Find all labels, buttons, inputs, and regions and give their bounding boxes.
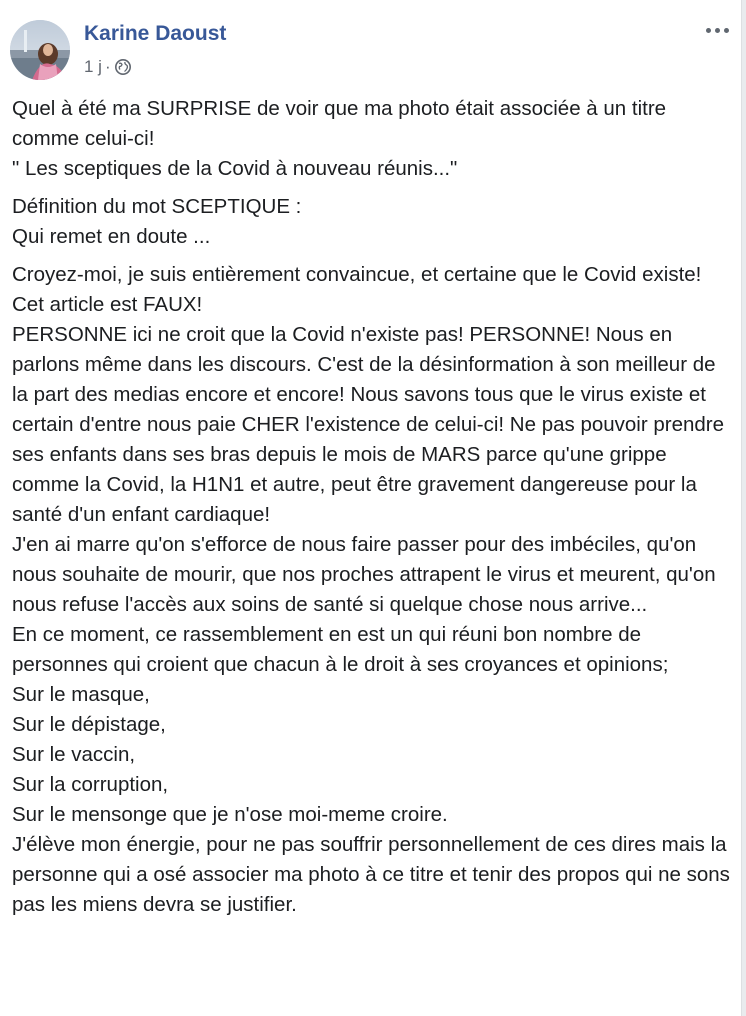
post-meta	[84, 55, 132, 79]
more-dot	[715, 28, 720, 33]
post-paragraph: Définition du mot SCEPTIQUE : Qui remet en doute ...	[12, 195, 302, 248]
more-dot	[724, 28, 729, 33]
avatar-image	[10, 20, 70, 80]
post-paragraph: Quel à été ma SURPRISE de voir que ma photo était associée à un titre comme celui-ci! " Les sceptiques de la Covid à nouveau réunis..."	[12, 97, 667, 180]
post-text	[12, 94, 732, 920]
globe-icon[interactable]	[114, 58, 132, 76]
meta-separator: ·	[104, 57, 111, 76]
post-timestamp[interactable]: 1 j	[84, 57, 102, 76]
more-options-icon[interactable]	[702, 20, 732, 40]
more-dot	[706, 28, 711, 33]
post-paragraph: Croyez-moi, je suis entièrement convaincue, et certaine que le Covid existe! Cet article est FAUX! PERSONNE ici ne croit que la Covid n'existe pas! PERSONNE! Nous en parlons même dans les discours. C'est de la désinformation à son meilleur de la part des medias encore et encore! Nous savons tous que le virus existe et certain d'entre nous paie CHER l'existence de celui-ci! Ne pas pouvoir prendre ses enfants dans ses bras depuis le mois de MARS parce qu'une grippe comme la Covid, la H1N1 et autre, peut être gravement dangereuse pour la santé d'un enfant cardiaque! J'en ai marre qu'on s'efforce de nous faire passer pour des imbéciles, qu'on nous souhaite de mourir, que nos proches attrapent le virus et meurent, qu'on nous refuse l'accès aux soins de santé si quelque chose nous arrive... En ce moment, ce rassemblement en est un qui réuni bon nombre de personnes qui croient que chacun à le droit à ses croyances et opinions; Sur le masque, Sur le dépistage, Sur le vaccin, Sur la corruption, Sur le mensonge que je n'ose moi-meme croire. J'élève mon énergie, pour ne pas souffrir personnellement de ces dires mais la personne qui a osé associer ma photo à ce titre et tenir des propos qui ne sons pas les miens devra se justifier.	[12, 263, 730, 916]
avatar[interactable]	[10, 20, 70, 80]
author-name[interactable]: Karine Daoust	[84, 22, 227, 45]
